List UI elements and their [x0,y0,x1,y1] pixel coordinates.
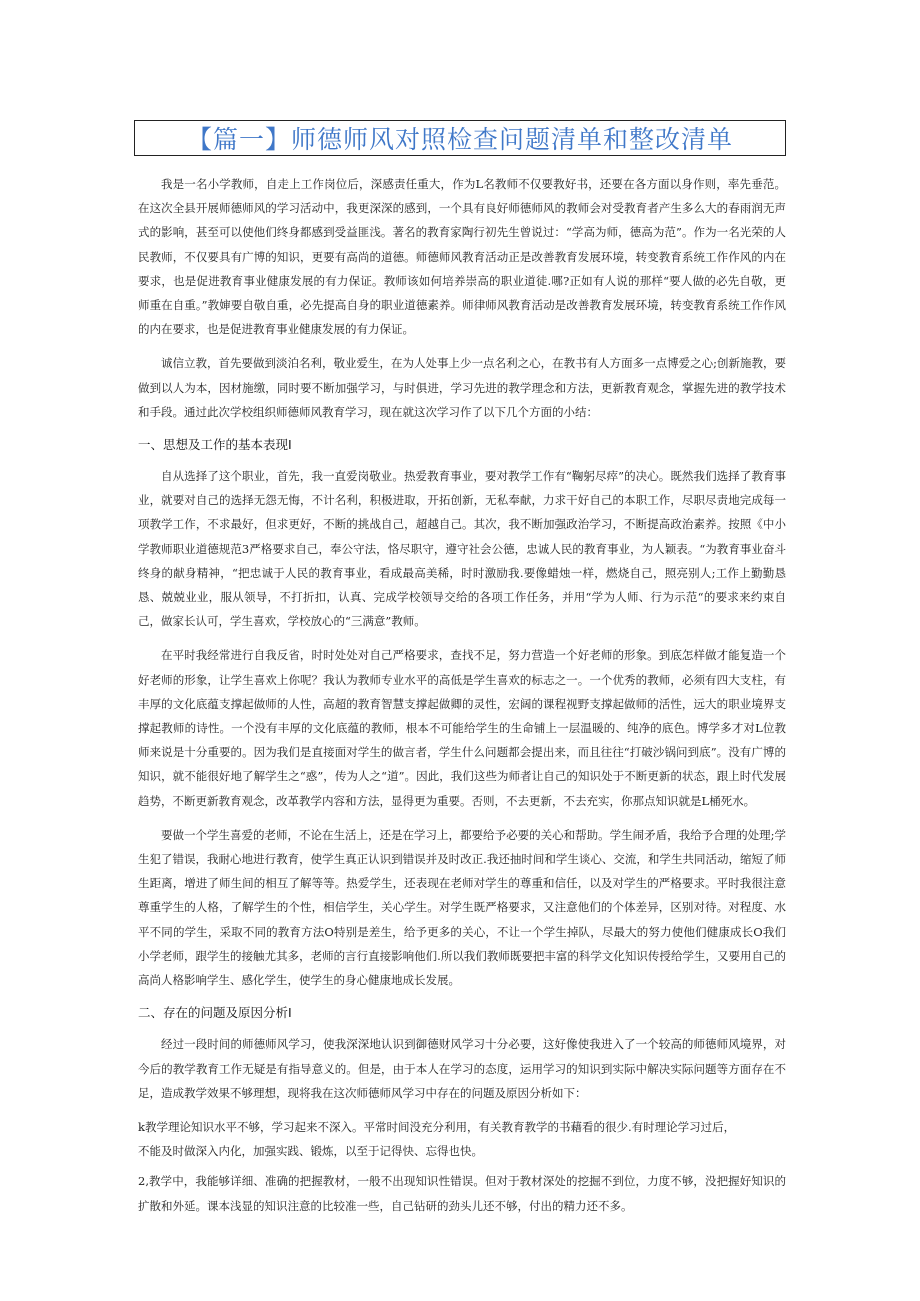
section-heading-2: 二、存在的问题及原因分析I [138,1005,292,1021]
document-body [138,172,786,1224]
section1-paragraph-1: 自从选择了这个职业，首先，我一直爱岗敬业。热爱教育事业，要对教学工作有“鞠躬尽瘁”的决心。既然我们选择了教育事业，就要对自己的选择无怨无悔，不计名利，积极进取，开拓创新，无私奉献，力求干好自己的本职工作，尽职尽责地完成每一项教学工作，不求最好，但求更好，不断的挑战自己，超越自己。其次，我不断加强政治学习，不断提高政治素养。按照《中小学教师职业道德规范3严格要求自己，奉公守法，恪尽职守，遵守社会公德，忠诚人民的教育事业，为人颖表。“为教育事业奋斗终身的献身精神，“把忠诚于人民的教育事业，看成最高美稀，时时激励我.要像蜡烛一样，燃烧自己，照亮别人;工作上勤勤恳恳、兢兢业业，服从领导，不打折扣，认真、完成学校领导交给的各项工作任务，并用“学为人师、行为示范“的要求来约束自己，做家长认可，学生喜欢，学校放心的“三满意”教师。 [138,469,786,629]
list-item-1-line-2: 不能及时做深入内化，加强实践、锻炼，以至于记得快、忘得也快。 [138,1144,483,1159]
section-heading-1: 一、思想及工作的基本表现I [138,437,292,453]
list-item-1 [138,1115,786,1163]
list-item-1-line-1: k教学理论知识水平不够，学习起来不深入。平常时间没充分利用，有关教育教学的书藉看的很少.有时理论学习过后， [138,1119,736,1134]
section2-paragraph-1: 经过一段时间的师德师风学习，使我深深地认识到御德财风学习十分必要，这好像使我进入了一个较高的师德师风境界，对今后的教学教育工作无疑是有指导意义的。但是，由于本人在学习的态度，运用学习的知识到实际中解决实际问题等方面存在不足，造成教学效果不够理想，现将我在这次师德师风学习中存在的问题及原因分析如下： [138,1037,786,1100]
intro-paragraph: 我是一名小学教师，自走上工作岗位后，深感责任重大，作为L名教师不仅要教好书，还要在各方面以身作则，率先垂范。在这次全县开展师德师风的学习活动中，我更深深的感到，一个具有良好师德师风的教师会对受教育者产生多么大的春雨润无声式的影响，甚至可以使他们终身都感到受益匪浅。著名的教育家陶行初先生曾说过：“学高为师，德高为范”。作为一名光荣的人民教师，不仅要具有广博的知识，更要有高尚的道德。师德师风教育活动正是改善教育发展环境，转变教育系统工作作风的内在要求，也是促进教育事业健康发展的有力保证。教师该如何培养崇高的职业道徒.哪?正如有人说的那样“要人做的必先自敬，更师重在自重。”教婶要自敬自重，必先提高自身的职业道德素养。师律师风教育活动是改善教育发展环境，转变教育系统工作作风的内在要求，也是促进教育事业健康发展的有力保证。 [138,177,786,337]
section1-paragraph-3: 要做一个学生喜爱的老师，不论在生活上，还是在学习上，都要给予必要的关心和帮助。学生闹矛盾，我给予合理的处理;学生犯了错误，我耐心地进行教育，使学生真正认识到错误并及时改正.我还抽时间和学生谈心、交流，和学生共同活动，缩短了师生距离，增进了师生间的相互了解等等。热爱学生，还表现在老师对学生的尊重和信任，以及对学生的严格要求。平时我很注意尊重学生的人格，了解学生的个性，相信学生，关心学生。对学生既严格要求，又注意他们的个体差异，区别对待。对程度、水平不同的学生，采取不同的教育方法O特别是差生，给予更多的关心，不让一个学生掉队，尽最大的努力使他们健康成长O我们小学老师，跟学生的接触尤其多，老师的言行直接影响他们.所以我们教师既要把丰富的科学文化知识传授给学生，又要用自己的高尚人格影响学生、感化学生，使学生的身心健康地成长发展。 [138,827,786,988]
document-title: 【篇一】师德师风对照检查问题清单和整改清单 [186,125,733,154]
title-box [134,120,786,156]
summary-paragraph: 诚信立教，首先要做到淡泊名利，敬业爱生，在为人处事上少一点名利之心，在教书有人方面多一点博爱之心;创新施教，要做到以人为本，因材施缴，同时要不断加强学习，与时俱进，学习先进的教学理念和方法，更新教育观念，掌握先进的教学技术和手段。通过此次学校组织师德师风教育学习，现在就这次学习作了以下几个方面的小结： [138,356,786,419]
list-item-2: 2,教学中，我能够详细、准确的把握教材，一般不出现知识性错误。但对于教材深处的挖掘不到位，力度不够，没把握好知识的扩散和外延。课本浅显的知识注意的比较准一些，自己钻研的劲头儿还不够，付出的精力还不多。 [138,1174,786,1213]
section1-paragraph-2: 在平时我经常进行自我反省，时时处处对自己严格要求，查找不足，努力营造一个好老师的形象。到底怎样做才能复造一个好老师的形象，让学生喜欢上你呢？我认为教师专业水平的高低是学生喜欢的标志之一。一个优秀的教师，必须有四大支柱，有丰厚的文化底蕴支撑起做师的人性，高超的教育智慧支撑起做卿的灵性，宏阔的课程视野支撑起做师的活性，远大的职业境界支撑起教师的诗性。一个没有丰厚的文化底蕴的教师，根本不可能给学生的生命铺上一层温暖的、纯净的底色。博学多才对L位教师来说是十分重要的。因为我们是直接面对学生的做言者，学生什么问题都会提出来，而且往往“打破沙锅问到底”。没有广博的知识，就不能很好地了解学生之“惑”，传为人之“道”。因此，我们这些为师者让自己的知识处于不断更新的状态，跟上时代发展趋势，不断更新教育观念，改革教学内容和方法，显得更为重要。否则，不去更新，不去充实，你那点知识就是L桶死水。 [138,648,786,808]
